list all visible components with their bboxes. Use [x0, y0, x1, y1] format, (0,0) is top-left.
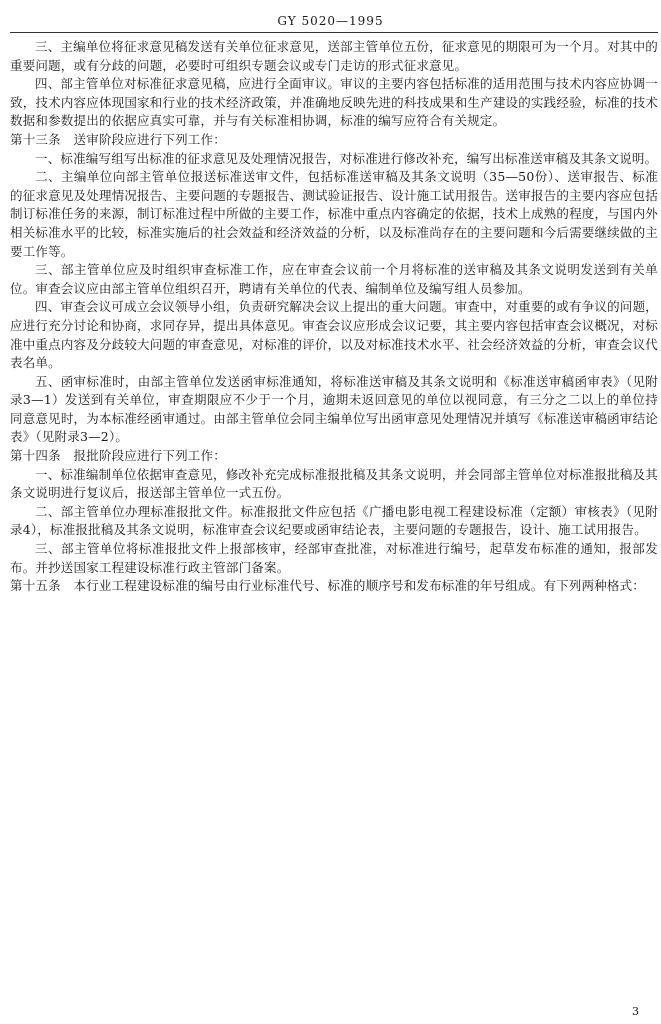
body-paragraph: 一、标准编写组写出标准的征求意见及处理情况报告，对标准进行修改补充，编写出标准送审稿及其条文说明。 [35, 150, 658, 166]
body-paragraph: 三、部主管单位应及时组织审查标准工作，应在审查会议前一个月将标准的送审稿及其条文说明发送到有关单位。审查会议应由部主管单位组织召开，聘请有关单位的代表、编制单位及编写组人员参加。 [10, 262, 658, 296]
body-paragraph: 三、部主管单位将标准报批文件上报部核审，经部审查批准，对标准进行编号，起草发布标准的通知，报部发布。并抄送国家工程建设标准行政主管部门备案。 [10, 541, 658, 575]
article-heading: 第十三条 送审阶段应进行下列工作： [10, 131, 226, 147]
body-paragraph: 五、函审标准时，由部主管单位发送函审标准通知，将标准送审稿及其条文说明和《标准送审稿函审表》（见附录3—1）发送到有关单位，审查期限应不少于一个月，逾期未返回意见的单位以视同意，有三分之二以上的单位持同意意见时，为本标准经函审通过。由部主管单位会同主编单位写出函审意见处理情况并填写《标准送审稿函审结论表》（见附录3—2）。 [10, 373, 658, 445]
standard-code-header: GY 5020—1995 [277, 14, 384, 28]
body-paragraph: 一、标准编制单位依据审查意见，修改补充完成标准报批稿及其条文说明，并会同部主管单位对标准报批稿及其条文说明进行复议后，报送部主管单位一式五份。 [10, 466, 658, 501]
body-paragraph: 四、审查会议可成立会议领导小组，负责研究解决会议上提出的重大问题。审查中，对重要的或有争议的问题，应进行充分讨论和协商，求同存异，提出具体意见。审查会议应形成会议记要，其主要内容包括审查会议概况，对标准中重点内容及分歧较大问题的审查意见，对标准的评价，以及对标准技术水平、社会经济效益的分析，审查会议代表名单。 [10, 299, 658, 371]
document-body [10, 38, 658, 596]
body-paragraph: 二、部主管单位办理标准报批文件。标准报批文件应包括《广播电影电视工程建设标准（定额）审核表》（见附录4），标准报批稿及其条文说明，标准审查会议纪要或函审结论表，主要问题的专题报告，设计、施工试用报告。 [10, 503, 658, 538]
body-paragraph: 三、主编单位将征求意见稿发送有关单位征求意见，送部主管单位五份，征求意见的期限可为一个月。对其中的重要问题，或有分歧的问题，必要时可组织专题会议或专门走访的形式征求意见。 [10, 39, 658, 73]
body-paragraph: 四、部主管单位对标准征求意见稿，应进行全面审议。审议的主要内容包括标准的适用范围与技术内容应协调一致，技术内容应体现国家和行业的技术经济政策，并准确地反映先进的科技成果和生产建设的实践经验，标准的技术数据和参数提出的依据应真实可靠，并与有关标准相协调，标准的编写应符合有关规定。 [10, 76, 658, 129]
article-heading: 第十五条 本行业工程建设标准的编号由行业标准代号、标准的顺序号和发布标准的年号组成。有下列两种格式： [10, 578, 646, 594]
header-divider [10, 32, 658, 33]
page-number: 3 [632, 1005, 639, 1018]
body-paragraph: 二、主编单位向部主管单位报送标准送审文件，包括标准送审稿及其条文说明（35—50份）、送审报告、标准的征求意见及处理情况报告、主要问题的专题报告、测试验证报告、设计施工试用报告。送审报告的主要内容应包括制订标准任务的来源，制订标准过程中所做的主要工作，标准中重点内容确定的依据，技术上成熟的程度，与国内外相关标准水平的比较，标准实施后的社会效益和经济效益的分析，以及标准尚存在的主要问题和今后需要继续做的主要工作等。 [10, 169, 658, 259]
article-heading: 第十四条 报批阶段应进行下列工作： [10, 448, 226, 464]
